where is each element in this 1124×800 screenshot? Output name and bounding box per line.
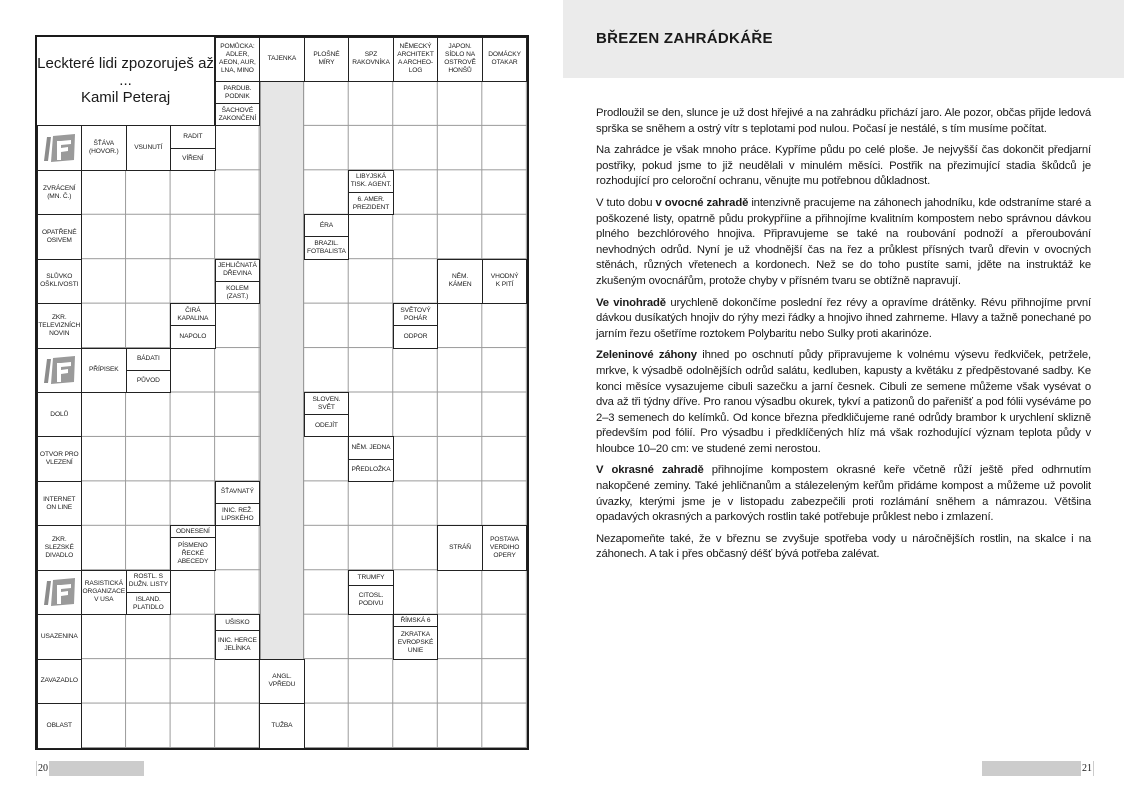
clue-text: TRUMFY	[357, 573, 385, 581]
clue-text: SPZ RAKOVNÍKA	[352, 51, 390, 67]
clue-cell	[37, 614, 83, 659]
clue-text: POSTAVA VERDIHO OPERY	[489, 536, 520, 560]
clue-text: ŠŤAVNATÝ	[220, 488, 254, 496]
clue-text: 6. AMER. PREZIDENT	[349, 192, 393, 214]
clue-cell	[259, 37, 305, 82]
clue-text: PARDUB. PODNIK	[223, 84, 252, 100]
clue-text: SLŮVKO OŠKLIVOSTI	[40, 273, 79, 289]
clue-cell	[437, 37, 483, 82]
clue-text: OTVOR PRO VLEZENÍ	[39, 451, 79, 467]
clue-text: PŘÍPISEK	[88, 366, 119, 374]
clue-text: POMŮCKA: ADLER, AEON, AUR, LNA, MINO	[219, 43, 256, 75]
clue-text: BÁDATI	[136, 355, 160, 363]
clue-cell	[259, 659, 305, 704]
clue-cell	[348, 37, 394, 82]
clue-text: DOLŮ	[50, 410, 69, 418]
paragraph	[596, 532, 1091, 563]
clue-text: PŘEDLOŽKA	[349, 459, 393, 481]
paragraph-text: urychleně dokončíme poslední řez révy a opravíme drátěnky. Révu přihnojíme první dávkou dusíkatých hnojiv do rýhy mezi řádky a hnojivo ihned zahrneme. Hlavy a tažně ponechané po jarním řezu ošetříme roztokem Polybaritu nebo Sulky proti akarinóze.	[596, 296, 1091, 340]
clue-cell-split	[126, 570, 172, 615]
clue-text: ODNESENÍ	[176, 527, 210, 535]
magazine-f-logo-icon	[37, 570, 83, 615]
clue-text: USAZENINA	[40, 632, 78, 640]
paragraph-text: přihnojíme kompostem okrasné keře včetně růží ještě před odhrnutím nakopčené zeminy. Také jehličnanům a stálezeleným keřům přidáme kompost a můžeme už povolit úvazky, kterými jsme je v listopadu zabezpečili proti rozlámání sněhem a námrazou. Většina opadavých okrasných a parkových rostlin také potřebuje průklest nebo i zmlazení.	[596, 464, 1091, 524]
clue-cell-split	[215, 481, 261, 526]
clue-cell-split	[170, 525, 216, 570]
clue-cell	[304, 37, 350, 82]
clue-text: ANGL. VPŘEDU	[268, 673, 296, 689]
clue-cell	[81, 348, 127, 393]
clue-text: NAPOLO	[171, 325, 215, 347]
paragraph-bold: Ve vinohradě	[596, 296, 666, 309]
paragraph-text: Nezapomeňte také, že v březnu se zvyšuje spotřeba vody u náročnějších rostlin, na skalce i na záhonech. A tak i přes občasný déšť bývá potřeba zalévat.	[596, 532, 1091, 561]
clue-cell	[482, 525, 528, 570]
clue-text: ZKRATKA EVROPSKÉ UNIE	[394, 626, 438, 658]
clue-cell-split	[170, 125, 216, 170]
clue-cell	[81, 125, 127, 170]
clue-text: PÍSMENO ŘECKÉ ABECEDY	[171, 537, 215, 569]
clue-cell	[37, 170, 83, 215]
clue-cell	[393, 37, 439, 82]
clue-cell-split	[215, 614, 261, 659]
clue-text: ÉRA	[319, 221, 334, 229]
clue-cell-split	[126, 348, 172, 393]
clue-text: NĚM. JEDNA	[351, 444, 391, 452]
clue-text: ODEJÍT	[305, 414, 349, 436]
clue-cell	[37, 659, 83, 704]
article-title: BŘEZEN ZAHRÁDKÁŘE	[596, 30, 773, 47]
clue-cell	[259, 703, 305, 748]
clue-cell-split	[348, 170, 394, 215]
clue-text: PLOŠNÉ MÍRY	[313, 51, 340, 67]
paragraph	[596, 463, 1091, 525]
clue-text: INTERNET ON LINE	[43, 495, 76, 511]
clue-text: ŘÍMSKÁ 6	[400, 616, 431, 624]
clue-cell	[482, 259, 528, 304]
clue-text: VHODNÝ K PITÍ	[490, 273, 519, 289]
clue-text: OBLAST	[46, 721, 72, 729]
solution-column	[260, 81, 305, 659]
clue-text: ZAVAZADLO	[40, 677, 78, 685]
clue-cell-split	[215, 81, 261, 126]
clue-text: RASISTICKÁ ORGANIZACE V USA	[82, 580, 126, 604]
clue-text: SLOVEN. SVĚT	[312, 395, 341, 411]
clue-text: SVĚTOVÝ POHÁR	[400, 306, 431, 322]
clue-text: JAPON. SÍDLO NA OSTROVĚ HONŠŮ	[444, 43, 476, 75]
clue-text: NĚM. KÁMEN	[448, 273, 472, 289]
paragraph	[596, 106, 1091, 137]
clue-cell	[482, 37, 528, 82]
clue-text: PŮVOD	[127, 370, 171, 392]
clue-text: ZKR. TELEVIZNÍCH NOVIN	[38, 313, 81, 337]
clue-text: TUŽBA	[271, 721, 293, 729]
clue-cell	[37, 214, 83, 259]
magazine-f-logo-icon	[37, 125, 83, 170]
paragraph	[596, 296, 1091, 343]
clue-text: RADIT	[183, 132, 203, 140]
clue-text: NĚMECKÝ ARCHITEKT A ARCHEO- LOG	[397, 43, 434, 75]
clue-cell-split	[393, 614, 439, 659]
clue-cell-split	[304, 214, 350, 259]
clue-text: STRÁŇ	[449, 544, 471, 552]
clue-cell	[37, 392, 83, 437]
magazine-f-logo-icon	[37, 348, 83, 393]
paragraph-text: ihned po oschnutí půdy připravujeme k volnému výsevu ředkviček, petržele, mrkve, k výsadbě odolnějších odrůd salátu, kedluben, kapusty a květáku z předpěstované sadby. Ke konci měsíce vysazujeme cibuli sazečku a jarní česnek. Cibuli ze semene můžeme však vysévat o dva až tři týdny dříve. Pro ranou výsadbu okurek, tykví a patizonů do pařenišť a pod fólii vyséváme po 2–3 semenech do kelímků. Od konce března předkličujeme rané odrůdy brambor k urychlení sklizně především pod fólií. Pro výsadbu i předklíčených hlíz má však rozhodující význam teplota půdy v hloubce 10–20 cm: ve studené zemi nerostou.	[596, 349, 1092, 455]
paragraph-lead: V tuto dobu	[596, 196, 656, 209]
clue-cell-split	[393, 303, 439, 348]
page-number: 21	[1082, 763, 1092, 774]
paragraph-bold: v ovocné zahradě	[655, 196, 749, 209]
page-number-bar-right	[982, 761, 1094, 776]
clue-text: KOLEM (ZAST.)	[216, 281, 260, 303]
paragraph-text: Prodloužil se den, slunce je už dost hřejivé a na zahrádku přichází jaro. Ale pozor, občas přijde ledová sprška se sněhem a ostrý vítr s teplotami pod nulou. Počasí je nestálé, s tím musíme počítat.	[596, 107, 1091, 135]
clue-cell	[437, 525, 483, 570]
clue-cell-split	[215, 259, 261, 304]
crossword-title: Leckteré lidi zpozoruješ až ... Kamil Peteraj	[37, 37, 215, 126]
clue-text: ZVRÁCENÍ (MN. Č.)	[42, 184, 76, 200]
clue-cell	[37, 481, 83, 526]
article-body	[596, 106, 1091, 569]
paragraph	[596, 196, 1091, 290]
clue-text: ISLAND. PLATIDLO	[127, 592, 171, 614]
paragraph-text: Na zahrádce je však mnoho práce. Kypříme půdu po celé ploše. Je nejvyšší čas dokončit předjarní postřiky, pokud jsme to již neudělali v minulém měsíci. Postřik na přezimující stadia škůdců je rozhodující pro celoroční ochranu, věnujte mu potřebnou důkladnost.	[596, 144, 1091, 188]
page-number: 20	[38, 763, 48, 774]
clue-cell	[215, 37, 261, 82]
clue-text: INIC. REŽ. LIPSKÉHO	[216, 503, 260, 525]
clue-text: JEHLIČNATÁ DŘEVINA	[217, 262, 257, 278]
paragraph	[596, 143, 1091, 190]
clue-text: ROSTL. S DUŽN. LISTY	[128, 573, 168, 589]
clue-cell	[37, 259, 83, 304]
clue-text: ŠŤÁVA (HOVOR.)	[88, 140, 119, 156]
clue-text: VÍŘENÍ	[171, 148, 215, 170]
clue-text: OPATŘENÉ OSIVEM	[42, 228, 77, 244]
page-number-bar-left	[36, 761, 144, 776]
paragraph-bold: V okrasné zahradě	[596, 464, 704, 477]
clue-text: VSUNUTÍ	[134, 144, 163, 152]
clue-text: ZKR. SLEZSKÉ DIVADLO	[44, 536, 74, 560]
paragraph-bold: Zeleninové záhony	[596, 349, 697, 362]
clue-text: DOMÁCKY OTAKAR	[488, 51, 521, 67]
clue-cell	[37, 525, 83, 570]
crossword-grid	[35, 35, 529, 750]
clue-text: INIC. HERCE JELÍNKA	[216, 630, 260, 658]
clue-cell-split	[170, 303, 216, 348]
clue-cell	[81, 570, 127, 615]
clue-cell	[437, 259, 483, 304]
clue-cell-split	[348, 570, 394, 615]
clue-cell	[37, 436, 83, 481]
paragraph	[596, 348, 1091, 457]
clue-cell	[37, 303, 83, 348]
clue-text: ODPOR	[394, 325, 438, 347]
paragraph-text: intenzivně pracujeme na záhonech jahodníku, kde odstraníme staré a poškozené listy, opatrně půdu prokypříine a přihnojíme kvalitním kompostem nebo správnou dávkou plného bezchlórového hnojiva. Připravujeme se také na roubování podnoží a přeroubování nevhodných odrůd. Nyní je už vhodnější čas na řez a průklest přísných tvarů dřevin v ovocných stěnách, různých vřetenech a kordonech. Než se do toho pustíte sami, jděte na instruktáž ke zkušeným ovocnářům, protože chyby v přísném tvaru se obtížně napravují.	[596, 196, 1092, 287]
clue-text: UŠISKO	[225, 618, 250, 626]
clue-text: LIBYJSKÁ TISK. AGENT.	[350, 173, 392, 189]
clue-cell-split	[348, 436, 394, 481]
clue-text: ŠACHOVÉ ZAKONČENÍ	[216, 103, 260, 125]
clue-text: TAJENKA	[267, 55, 297, 63]
clue-text: CITOSL. PODIVU	[349, 585, 393, 614]
clue-text: ČIRÁ KAPALINA	[177, 306, 209, 322]
clue-cell	[37, 703, 83, 748]
clue-text: BRAZIL. FOTBALISTA	[305, 236, 349, 258]
clue-cell	[126, 125, 172, 170]
clue-cell-split	[304, 392, 350, 437]
